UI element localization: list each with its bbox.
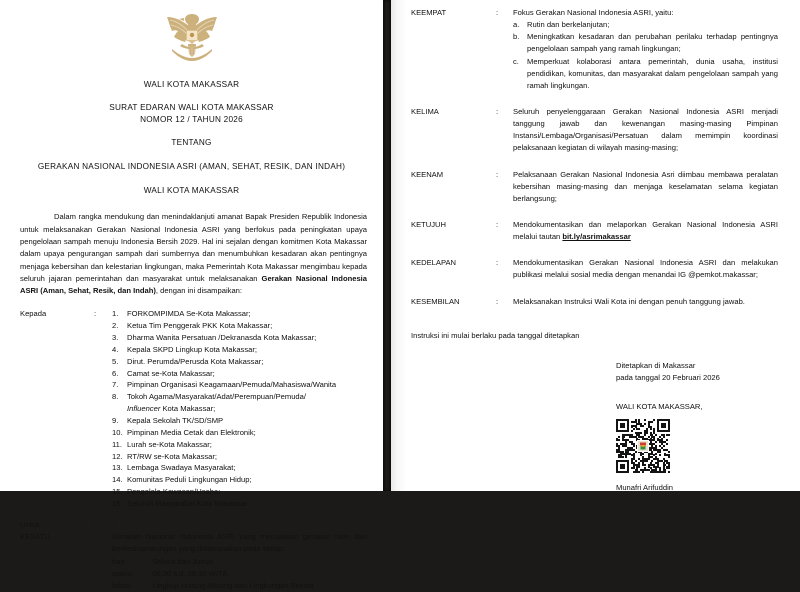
kesatu-detail-value: : Selasa dan Jumat [148,557,214,567]
kepada-colon: : [94,309,97,319]
kepada-list-item [112,462,367,474]
clause-colon: : [496,106,499,116]
clause-sub-item-marker: c. [513,56,519,66]
clause-text: Mendokumentasikan Gerakan Nasional Indonesia ASRI dan melakukan publikasi melalui sosial media dengan menandai IG @pemkot.makassar; [513,258,778,280]
kepada-item-text: Tokoh Agama/Masyarakat/Adat/Perempuan/Pemuda/ Influencer Kota Makassar; [127,392,306,414]
kepada-item-text: Ketua Tim Penggerak PKK Kota Makassar; [127,321,273,331]
clause-label: KEENAM [411,169,444,179]
kepada-item-text: Dirut. Perumda/Perusda Kota Makassar; [127,356,264,366]
kepada-item-text: Dharma Wanita Persatuan /Dekranasda Kota Makassar; [127,333,317,343]
clause-sub-item-text: Rutin dan berkelanjutan; [527,20,610,30]
header-line-3: NOMOR 12 / TAHUN 2026 [140,114,243,124]
kesatu-detail-row [112,568,367,580]
kepada-item-text: Lurah se-Kota Makassar; [127,439,212,449]
kepada-list-item [112,498,367,510]
kepada-list-item [112,451,367,463]
clause-text: Mendokumentasikan dan melaporkan Gerakan Nasional Indonesia ASRI melalui tautan bit.ly/asrimakassar [513,219,778,242]
kepada-list [112,308,367,509]
clause-sub-item [513,56,778,92]
clause-content [513,296,778,308]
kepada-list-item [112,320,367,332]
kesatu-row [20,531,367,592]
kepada-label: Kepada [20,309,47,319]
kepada-item-number: 6. [112,368,119,378]
kepada-item-number: 7. [112,380,119,390]
kepada-item-number: 10. [112,427,123,437]
kepada-item-italic-term: Influencer [127,404,161,414]
kepada-row [20,308,367,509]
clause-link[interactable]: bit.ly/asrimakassar [562,232,631,242]
kepada-item-text: Pimpinan Organisasi Keagamaan/Pemuda/Mahasiswa/Wanita [127,380,337,390]
kepada-list-item [112,474,367,486]
kepada-list-item [112,332,367,344]
header-line-4: TENTANG [171,137,212,147]
kepada-list-item [112,391,367,415]
preamble-text-before: Dalam rangka mendukung dan menindaklanjuti amanat Bapak Presiden Republik Indonesia untuk melaksanakan Gerakan Nasional Indonesia ASRI yang berfokus pada peningkatan upaya pengelolaan sampah menuju Indonesia Bersih 2029. Hal ini sejalan dengan komitmen Kota Makassar dalam upaya pengurangan sampah dari sumbernya dan menumbuhkan kesadaran akan pentingnya menjaga kebersihan dan kelestarian lingkungan, maka Pemerintah Kota Makassar mengimbau kepada seluruh jajaran pemerintahan dan masyarakat untuk melaksanakan [20,212,367,283]
kepada-item-number: 8. [112,392,119,402]
clause-content [513,257,778,281]
clause-label: KETUJUH [411,219,447,229]
signature-title: WALI KOTA MAKASSAR, [616,402,703,412]
clause-row [411,219,778,243]
clause-colon: : [496,8,499,17]
kepada-item-number: 3. [112,333,119,343]
kepada-item-text: Lembaga Swadaya Masyarakat; [127,463,236,473]
kepada-item-number: 9. [112,416,119,426]
clause-sub-item-marker: a. [513,20,520,30]
kesatu-detail-value: : Lingkup Masing-Masing dan Lingkungan Sekitar [148,581,315,591]
kesatu-details [112,556,367,592]
kepada-item-number: 4. [112,344,119,354]
untuk-colon: : [94,519,97,529]
signature-block [411,360,778,494]
kepada-list-item [112,486,367,498]
kepada-item-text: Seluruh Masyarakat Kota Makassar. [127,498,249,508]
clause-sub-item [513,31,778,55]
kepada-item-text: Pengelola Kawasan/Usaha; [127,487,221,497]
kepada-item-text: RT/RW se-Kota Makassar; [127,451,218,461]
kepada-list-item [112,379,367,391]
kepada-item-text: Kepala SKPD Lingkup Kota Makassar; [127,344,258,354]
clause-label: KEEMPAT [411,8,447,17]
kesatu-detail-key: hari [112,557,125,567]
kepada-item-number: 5. [112,356,119,366]
kepada-item-number: 16. [112,498,123,508]
kepada-list-item [112,356,367,368]
clause-content [513,219,778,243]
clause-colon: : [496,258,499,268]
kepada-item-number: 14. [112,475,123,485]
untuk-label: Untuk [20,519,40,529]
kepada-item-text: FORKOMPIMDA Se-Kota Makassar; [127,309,251,319]
kesatu-detail-key: lokasi [112,581,132,591]
clause-content [513,106,778,155]
kepada-item-number: 2. [112,321,119,331]
clause-label: KEDELAPAN [411,258,457,268]
qr-code-digital-signature[interactable] [616,419,670,473]
clause-row [411,296,778,308]
clause-colon: : [496,169,499,179]
document-page-right [391,0,800,491]
kepada-list-item [112,368,367,380]
clause-text: Seluruh penyelenggaraan Gerakan Nasional Indonesia ASRI menjadi tanggung jawab dan kewenangan masing-masing Pimpinan Instansi/Lembaga/Organisasi/Persatuan dalam memimpin koordinasi pelaksanaan kegiatan di wilayah masing-masing; [513,106,778,153]
untuk-row [20,519,367,531]
untuk-value: - [112,519,115,529]
document-body-left [0,211,383,592]
kesatu-colon: : [94,531,97,541]
clause-colon: : [496,296,499,306]
kepada-item-text: Komunitas Peduli Lingkungan Hidup; [127,475,252,485]
kepada-item-number: 11. [112,439,122,449]
clause-sub-item-marker: b. [513,32,520,42]
header-line-2: SURAT EDARAN WALI KOTA MAKASSAR [109,102,274,112]
clause-text: Pelaksanaan Gerakan Nasional Indonesia Asri diimbau membawa peralatan kebersihan masing-masing dan menjaga keselamatan selama kegiatan berlangsung; [513,169,778,203]
kesatu-detail-key: waktu [112,569,132,579]
clause-sub-item-text: Memperkuat kolaborasi antara pemerintah, dunia usaha, institusi pendidikan, komunitas, dan masyarakat dalam pengelolaan sampah yang ramah lingkungan. [527,56,778,90]
document-body-right [391,7,800,494]
clause-label: KESEMBILAN [411,296,460,306]
document-page-left [0,0,383,591]
preamble-bold-text: Gerakan Nasional Indonesia ASRI (Aman, Sehat, Resik, dan Indah) [20,273,367,296]
clause-row [411,169,778,205]
page-gutter [383,0,391,491]
clause-intro: Fokus Gerakan Nasional Indonesia ASRI, yaitu: [513,8,674,17]
kepada-item-number: 13. [112,463,123,473]
kepada-item-number: 15. [112,487,123,497]
clause-row [411,7,778,92]
kepada-item-text: Camat se-Kota Makassar; [127,368,215,378]
clause-sub-list [513,19,778,92]
signature-place: Ditetapkan di Makassar [616,360,696,370]
kesatu-detail-row [112,556,367,568]
kepada-item-number: 12. [112,451,123,461]
kesatu-detail-value: : 06:30 s.d. 08:30 WITA [148,569,228,579]
clause-content [513,7,778,92]
header-line-6: WALI KOTA MAKASSAR [143,186,240,196]
preamble-paragraph [20,211,367,297]
preamble-text-after: , dengan ini disampaikan: [155,286,242,296]
clause-label: KELIMA [411,106,439,116]
signature-date: pada tanggal 20 Februari 2026 [616,373,720,383]
kepada-list-item [112,308,367,320]
clause-sub-item [513,19,778,31]
clause-list [411,7,778,308]
signature-name: Munafri Arifuddin [616,482,673,492]
kepada-item-text: Pimpinan Media Cetak dan Elektronik; [127,427,256,437]
document-header [0,79,383,197]
clause-colon: : [496,219,499,229]
kepada-list-item [112,344,367,356]
kesatu-text: Gerakan Nasional Indonesia ASRI yang merupakan gerakan rutin dan berkesinambungan yang dilaksanakan pada setiap: [112,531,367,554]
clause-content [513,169,778,205]
kepada-item-text: Kepala Sekolah TK/SD/SMP [127,416,224,426]
clause-row [411,106,778,155]
garuda-pancasila-emblem [0,0,383,70]
header-line-1: WALI KOTA MAKASSAR [143,80,240,89]
effective-note: Instruksi ini mulai berlaku pada tanggal ditetapkan [411,330,580,340]
kesatu-detail-row [112,580,367,592]
clause-row [411,257,778,281]
kepada-list-item [112,439,367,451]
header-line-5: GERAKAN NASIONAL INDONESIA ASRI (AMAN, SEHAT, RESIK, DAN INDAH) [37,161,346,171]
kepada-list-item [112,427,367,439]
kesatu-label: KESATU [20,531,50,541]
kepada-item-number: 1. [112,309,119,319]
clause-text: Melaksanakan Instruksi Wali Kota ini dengan penuh tanggung jawab. [513,296,745,306]
kepada-list-item [112,415,367,427]
clause-sub-item-text: Meningkatkan kesadaran dan perubahan perilaku terhadap pentingnya pengelolaan sampah yang ramah lingkungan; [527,32,778,54]
